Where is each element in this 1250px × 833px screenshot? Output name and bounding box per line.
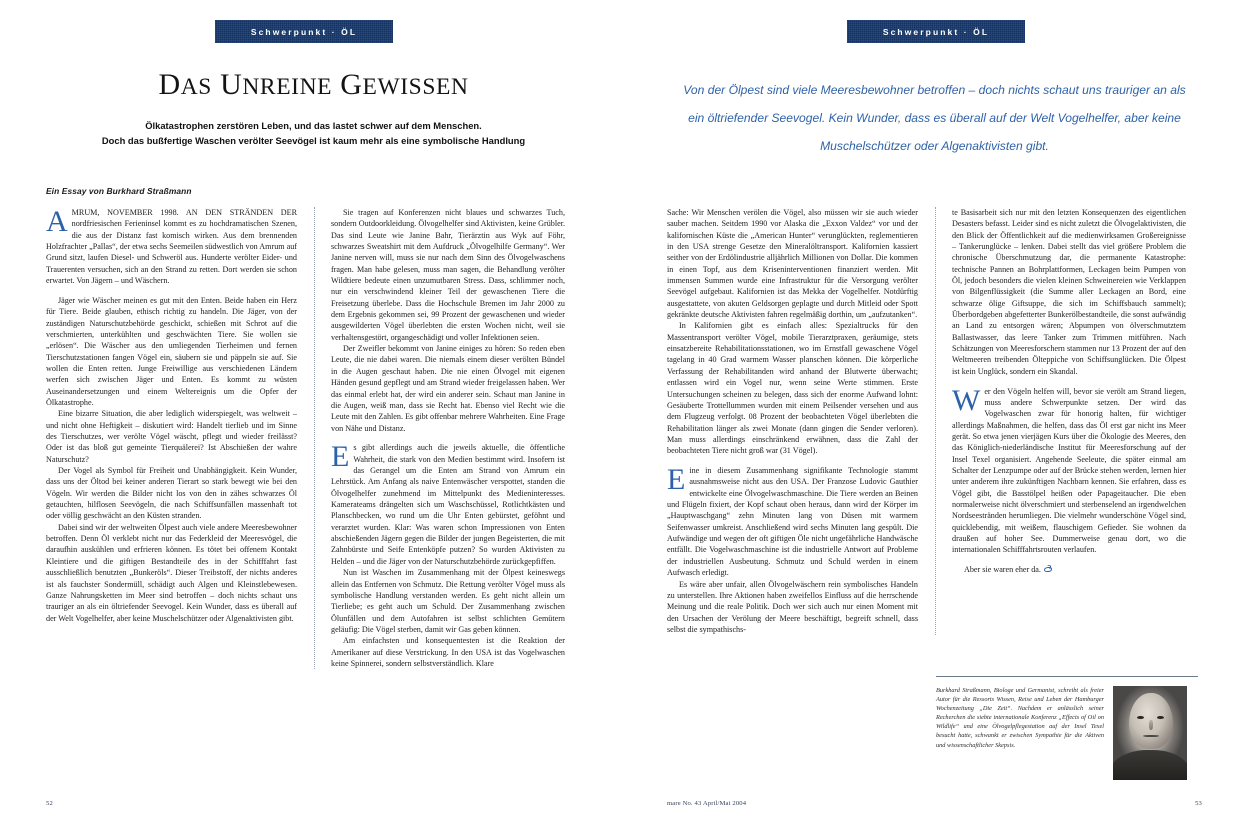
bio-divider <box>936 676 1198 677</box>
right-page-columns <box>667 207 1202 635</box>
paragraph: Sache: Wir Menschen verölen die Vögel, also müssen wir sie auch wieder sauber machen. Seitdem 1990 vor Alaska die „Exxon Valdez“ vor und der kalifornischen Küste die „American Hunter“ verunglückten, reglementieren in den USA strenge Gesetze den Mineralöltransport. Kalifornien kassiert seither von der Erdölindustrie alljährlich Millionen von Dollar. Die kommen in einen Topf, aus dem Kriseninterventionen finanziert werden. Mit immensen Summen wurde eine Infrastruktur für die Versorgung verölter Seevögel aufgebaut. Kalifornien ist das Mekka der Vogelhelfer. Notdürftig ausgestattete, von akuten Geldsorgen geplagte und durch Mitleid oder Spott gekränkte deutsche Aktivisten fahren regelmäßig dorthin, um „aufzutanken“. <box>667 208 918 320</box>
paragraph: Es wäre aber unfair, allen Ölvogelwäschern rein symbolisches Handeln zu unterstellen. Ihre Aktionen haben zweifellos Einfluss auf die herrschende Meinung und die reale Politik. Doch wer sich auch nur einen Moment mit den Ursachen der Verölung der Meere beschäftigt, begreift schnell, dass selbst die sympathischs- <box>667 579 918 634</box>
paragraph: te Basisarbeit sich nur mit den letzten Konsequenzen des eigentlichen Desasters befasst. Leider sind es nicht zuletzt die Ölvogelaktivisten, die den Blick der Öffentlichkeit auf die medienwirksamen Großereignisse – Tankerunglücke – lenken. Dabei stellt das viel größere Problem die chronische Überschmutzung dar, die permanente Katastrophe: technische Pannen an Bohrplattformen, Leckagen beim Pumpen von Öl, jedoch besonders die vielen kleinen Schweinereien wie Verklappen von Bilgenflüssigkeit (die Summe aller Leckagen an Bord, eine schwarze ölige Giftsuppe, die sich im Schiffsbauch sammelt); Überbordgeben abgefetterter Bunkerölbestandteile, die sonst aufwändig an Land zu entsorgen wären; Abpumpen von ölverschmutztem Ballastwasser, das leere Tanker zum Trimmen mitführen. Nach Schätzungen von Meeresforschern stammen nur 13 Prozent der auf den Weltmeeren treibenden Ölteppiche von Schiffsunglücken. Die Ölpest ist kein Unglück, sondern ein Skandal. <box>952 208 1186 376</box>
deck-line-1: Ölkatastrophen zerstören Leben, und das lastet schwer auf dem Menschen. <box>145 120 482 131</box>
headline-text-2: AS <box>180 74 212 100</box>
deck-line-2: Doch das bußfertige Waschen verölter Seevögel ist kaum mehr als eine symbolische Handlung <box>101 135 526 146</box>
article-intro: Von der Ölpest sind viele Meeresbewohner betroffen – doch nichts schaut uns trauriger an als ein öltriefender Seevogel. Kein Wunder, dass es überall auf der Welt Vogelhelfer, aber keine Muschelschützer oder Algenaktivisten gibt. <box>683 83 1186 153</box>
article-deck <box>99 118 529 148</box>
page-number-right: 53 <box>1195 800 1202 807</box>
paragraph-text: Aber sie waren eher da. <box>964 565 1041 575</box>
portrait-shoulders <box>1113 750 1187 780</box>
paragraph: Der Zweifler bekommt von Janine einiges zu hören: So reden eben Leute, die nie dabei waren. Die niemals einem dieser verölten Bündel in die Augen geschaut haben. Die nie einen Ölvogel mit eigenen Händen gesund gepflegt und am Strand wieder freigelassen haben. Wer das einmal erlebt hat, der wird ein anderer sein. Schaut man Janine in die Augen, weiß man, dass sie Recht hat. Ebenso viel Recht wie die Leute mit den Zahlen. Es gibt offenbar mehrere Wahrheiten. Eine Frage von Nähe und Distanz. <box>331 344 565 433</box>
left-column-2 <box>314 207 565 669</box>
paragraph-closing <box>952 564 1186 575</box>
page-title <box>46 0 581 102</box>
right-column-2 <box>935 207 1186 635</box>
paragraph: Nun ist Waschen im Zusammenhang mit der Ölpest keineswegs allein das Entfernen von Schmutz. Die Rettung verölter Vögel muss als symbolische Handlung verstanden werden. Es geht nicht allein um Tierliebe; es geht auch um Schuld. Der Zusammenhang zwischen Ölunfällen und dem Autofahren ist selbst schlichten Gemütern geläufig: Die Vögel sterben, damit wir Gas geben können. <box>331 568 565 634</box>
author-bio-text: Burkhard Straßmann, Biologe und Germanist, schreibt als freier Autor für die Ressorts Wissen, Reise und Leben der Hamburger Wochenzeitung „Die Zeit“. Nachdem er anlässlich seiner Recherchen die siebte internationale Konferenz „Effects of Oil on Wildlife“ und eine Ölvogelpflegestation auf der Insel Texel besucht hatte, schwankt er zwischen Sympathie für die Aktiven und wissenschaftlicher Skepsis. <box>936 687 1104 749</box>
paragraph <box>667 465 918 578</box>
footer-credit-right: mare No. 43 April/Mai 2004 <box>667 800 747 807</box>
page-right <box>625 0 1250 833</box>
byline: Ein Essay von Burkhard Straßmann <box>46 186 192 196</box>
paragraph: In Kalifornien gibt es einfach alles: Spezialtrucks für den Massentransport verölter Vögel, mobile Tierarztpraxen, geräumige, stets einsatzbereite Rehabilitationsstationen, wo im Ernstfall gewaschene Vögel tagelang in 40 Grad warmem Wasser planschen können. Die körperliche Verfassung der Rehabilitanden wird anhand der Blutwerte überwacht; entlassen wird ein Vogel nur, wenn seine Werte stimmen. Erste Untersuchungen scheinen zu belegen, dass sich der enorme Aufwand lohnt: Gesäuberte Trottellummen wurden mit einem Peilsender versehen und aus dem Flugzeug verfolgt. 08 Prozent der beobachteten Vögel überlebten die Rehabilitation länger als zwei Monate (dann gingen die Sender verloren). Man muss allerdings einschränkend erwähnen, dass die Zahl der beobachteten Tiere nicht groß war (31 Vögel). <box>667 321 918 456</box>
headline-text-3: U <box>220 68 243 101</box>
paragraph <box>952 383 1186 556</box>
paragraph: Eine bizarre Situation, die aber lediglich widerspiegelt, was weltweit – und nicht ohne Heftigkeit – diskutiert wird: Handelt tierlieb und im Sinne des Tierschutzes, wer verölte Vögel wäscht, pflegt und wieder freilässt? Oder ist das bloß gut gemeinte Tierquälerei? Ist Abschießen der wahre Naturschutz? <box>46 409 297 464</box>
paragraph: Sie tragen auf Konferenzen nicht blaues und schwarzes Tuch, sondern Outdoorkleidung. Ölvogelhelfer sind Aktivisten, keine Grübler. Das sind Leute wie Janine Bahr, Tierärztin aus Wyk auf Föhr, schwarzes Sweatshirt mit dem Aufdruck „Ölvogelhilfe Germany“. Wer Janine nerven will, muss sie nur nach dem Sinn des Ölvogelwaschens fragen. Man habe gelesen, muss man sagen, die Behandlung verölter Wildtiere bedeute einen unzumutbaren Stress. Dass, schlimmer noch, nur ein verschwindend kleiner Teil der gewaschenen Tiere die Freisetzung überlebe. Dass die Hochschule Bremen im Jahr 2000 zu dem Ergebnis gekommen sei, 99 Prozent der gewaschenen und wieder ausgewilderten Vögel überlebten die ersten Wochen nicht, weil sie verhaltensgestört, organgeschädigt und voller Infektionen seien. <box>331 208 566 342</box>
paragraph: Jäger wie Wäscher meinen es gut mit den Enten. Beide haben ein Herz für Tiere. Beide glauben, ethisch richtig zu handeln. Die Jäger, von der zuständigen Naturschutzbehörde geschickt, schießen mit Schrot auf die verschmierten, unterkühlten und geschwächten Tiere. Sie wollen sie „erlösen“. Die Wäscher aus den umliegenden Tierheimen und fernen Tierschutzstationen fangen Vögel ein, säubern sie und päppeln sie auf. Sie wollen die Enten retten. Junge Freiwillige aus verschiedenen Ländern werfen sich zwischen Jäger und Enten. Es kommt zu wüsten Auseinandersetzungen und einem Weltereignis um die Opfer der Ölkatastrophe. <box>46 295 297 407</box>
running-head-band-left <box>215 20 393 43</box>
page-number-left: 52 <box>46 800 53 807</box>
end-mark-icon <box>1044 565 1051 571</box>
paragraph-text: MRUM, NOVEMBER 1998. AN DEN STRÄNDEN DER nordfriesischen Ferieninsel kommt es zu hochdramatischen Szenen, die aus der Distanz fast komisch wirken. Aus dem brennenden Holzfrachter „Pallas“, der etwa sechs Seemeilen südwestlich von Amrum auf Grund sitzt, laufen Diesel- und Schweröl aus. Hunderte verölter Eider- und Trauerenten versuchen, sich an den Strand zu retten. Dort werden sie schon erwartet. Von Jägern – und Wäschern. <box>46 208 297 286</box>
author-bio-block <box>936 686 1198 780</box>
paragraph-text: er den Vögeln helfen will, bevor sie verölt am Strand liegen, muss andere Schwerpunkte setzen. Der wird das Vogelwaschen zwar für honorig halten, für wichtiger allerdings Maßnahmen, die helfen, dass das Öl erst gar nicht ins Meer gerät. So etwa jenen vierjägen Kurs über die Ökologie des Meeres, den das Königlich-niederländische Institut für Meeresforschung auf der Insel Texel organisiert. Angehende Seeleute, die später einmal am Schalter der Lenzpumpe oder auf der Brücke stehen werden, lernen hier unter anderem ihre zukünftigen Nachbarn kennen. Sie erfahren, dass es Vögel gibt, die Basstölpel heißen oder Papageitaucher. Die eben normalerweise nicht ölverschmiert und sterbenselend an irgendwelchen Nordseestränden herumliegen. Die vielmehr wunderschöne Vögel sind, quicklebendig, mit weißem, flauschigem Gefieder. Sie wohnen da draußen auf hoher See. Dummerweise genau dort, wo die internationalen Schifffahrtsrouten verlaufen. <box>952 386 1186 555</box>
drop-cap-e: E <box>331 440 350 474</box>
paragraph: Dabei sind wir der weltweiten Ölpest auch viele andere Meeresbewohner betroffen. Denn Öl verklebt nicht nur das Federkleid der Meeresvögel, die daraufhin auskühlen und erfrieren können. Es tötet bei offenem Kontakt Kleintiere und die giftigen Bestandteile des in der Schifffahrt fast ausschließlich benutzten „Bunkeröls“. Dieser Treibstoff, der nichts anderes ist als fauchster Sondermüll, schädigt auch Algen und Kleinstlebewesen. Ganze Nahrungsketten im Meer sind betroffen – doch nichts schaut uns trauriger an als ein öltriefender Seevogel. Kein Wunder, dass es überall auf der Welt Vogelhelfer, aber keine Muschelschützer oder Algenaktivisten gibt. <box>46 522 297 623</box>
left-page-columns <box>46 207 581 669</box>
portrait-nose <box>1149 720 1153 730</box>
paragraph: Am einfachsten und konsequentesten ist die Reaktion der Amerikaner auf diese Verstrickung. In den USA ist das Vogelwaschen keine Spinnerei, sondern selbstverständlich. Klare <box>331 636 565 668</box>
paragraph-text: ine in diesem Zusammenhang signifikante Technologie stammt ausnahmsweise nicht aus den USA. Der Franzose Ludovic Gauthier entwickelte eine Ölvogelwaschmaschine. Die Tiere werden an Beinen und Flügeln fixiert, der Kopf schaut oben heraus, dann wird der Körper im „Hauptwaschgang“ zehn Minuten lang von Düsen mit warmem Seifenwasser umkreist. Anschließend wird sechs Minuten lang gespült. Die Aufwändige und wegen der oft giftigen Öle nicht ungefährliche Handwäsche entfällt. Die Vogelwaschmaschine ist die industrielle Antwort auf Probleme der industriellen Ausbeutung. Schmutz und Schuld werden in einem Aufwasch erledigt. <box>667 466 918 578</box>
paragraph <box>46 207 297 286</box>
author-portrait-photo <box>1113 686 1187 780</box>
drop-cap-a: A <box>46 205 68 238</box>
paragraph: Der Vogel als Symbol für Freiheit und Unabhängigkeit. Kein Wunder, dass uns der Öltod bei keiner anderen Tierart so stark bewegt wie bei den Vögeln. Wir werden die Bilder nicht los von den in zähes schwarzes Öl getauchten, hilflosen Seevögeln, die nach Schiffsunfällen massenhaft tot oder völlig geschwächt an den Küsten stranden. <box>46 466 297 521</box>
running-head-band-right <box>847 20 1025 43</box>
paragraph <box>331 442 565 567</box>
drop-cap-w: W <box>952 383 981 417</box>
headline-text-5: G <box>340 68 363 101</box>
paragraph-text: s gibt allerdings auch die jeweils aktuelle, die öffentliche Wahrheit, die stark von den Medien bestimmt wird. Insofern ist das Gerangel um die Enten am Strand von Amrum ein Lehrstück. Am Anfang als naive Entenwäscher verspottet, standen die Ölvogelhelfer zunehmend im Mittelpunkt des Medieninteresses. Kamerateams drängelten sich um Waschschüssel, Rotlichtkästen und Planschbecken, wo rund um die Uhr Enten gebürstet, geföhnt und verarztet wurden. Klar: Was waren schon Impressionen von Enten abschießenden Jägern gegen die Bilder der jungen Begeisterten, die mit Zahnbürste und Seife Entenköpfe putzen? So wurden Aktivisten zu Helden – und die Jäger von der Naturschutzbehörde zurückgepfiffen. <box>331 443 565 566</box>
running-head-label: Schwerpunkt · ÖL <box>882 26 990 37</box>
running-head-label: Schwerpunkt · ÖL <box>250 26 358 37</box>
drop-cap-e: E <box>667 463 686 497</box>
left-column-1 <box>46 207 297 669</box>
headline-text-6: EWISSEN <box>362 74 469 100</box>
right-column-1 <box>667 207 918 635</box>
headline-text: D <box>158 68 181 101</box>
headline-text-4: NREINE <box>242 74 333 100</box>
